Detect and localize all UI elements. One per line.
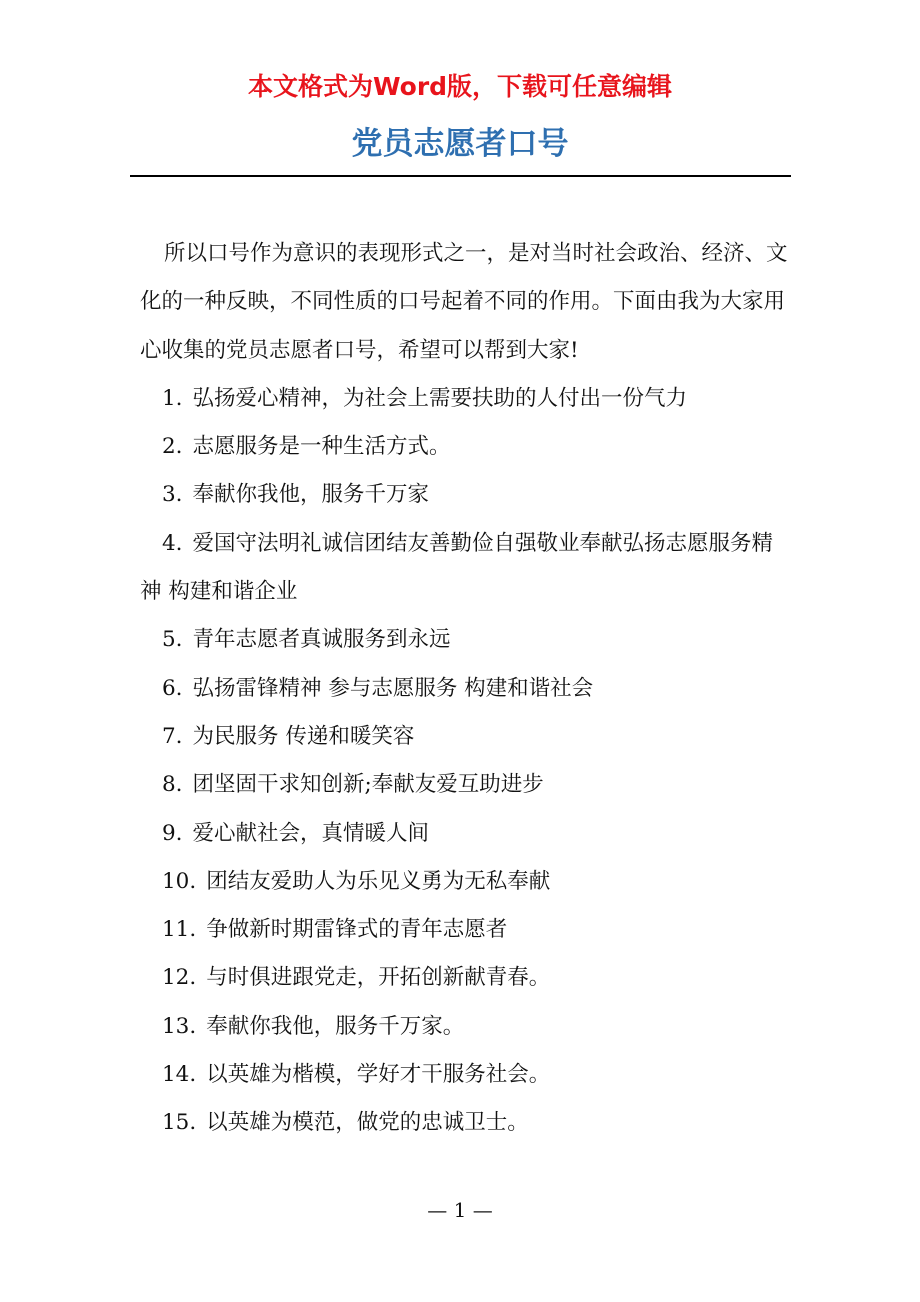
intro-paragraph: 所以口号作为意识的表现形式之一，是对当时社会政治、经济、文化的一种反映，不同性质的口号起着不同的作用。下面由我为大家用心收集的党员志愿者口号，希望可以帮到大家!: [140, 241, 788, 363]
slogan-text: 奉献你我他，服务千万家: [192, 482, 430, 508]
slogan-text: 爱国守法明礼诚信团结友善勤俭自强敬业奉献弘扬志愿服务精神 构建和谐企业: [140, 530, 774, 605]
page-number: — 1 —: [427, 1198, 493, 1222]
slogan-number: 15.: [162, 1110, 197, 1136]
slogan-number: 8.: [162, 772, 183, 798]
slogan-text: 青年志愿者真诚服务到永远: [192, 627, 451, 653]
document-body: [140, 230, 790, 1148]
slogan-text: 争做新时期雷锋式的青年志愿者: [206, 917, 508, 943]
slogan-item: [140, 906, 790, 954]
slogan-list: [140, 375, 790, 1148]
slogan-item: [140, 520, 790, 617]
slogan-text: 与时俱进跟党走，开拓创新献青春。: [206, 965, 551, 991]
slogan-number: 5.: [162, 627, 183, 653]
slogan-number: 2.: [162, 434, 183, 460]
slogan-text: 志愿服务是一种生活方式。: [192, 434, 451, 460]
slogan-item: [140, 761, 790, 809]
format-notice-banner: 本文格式为Word版，下载可任意编辑: [247, 72, 673, 101]
slogan-number: 4.: [162, 530, 183, 556]
slogan-text: 弘扬雷锋精神 参与志愿服务 构建和谐社会: [192, 675, 594, 701]
slogan-item: [140, 1099, 790, 1147]
slogan-item: [140, 713, 790, 761]
document-title: 党员志愿者口号: [351, 126, 569, 162]
slogan-item: [140, 1051, 790, 1099]
slogan-text: 奉献你我他，服务千万家。: [206, 1013, 465, 1039]
slogan-number: 9.: [162, 820, 183, 846]
slogan-text: 以英雄为模范，做党的忠诚卫士。: [206, 1110, 529, 1136]
slogan-number: 7.: [162, 723, 183, 749]
title-divider: [130, 175, 791, 177]
slogan-number: 3.: [162, 482, 183, 508]
slogan-item: [140, 810, 790, 858]
slogan-text: 团结友爱助人为乐见义勇为无私奉献: [206, 868, 551, 894]
slogan-item: [140, 375, 790, 423]
slogan-item: [140, 471, 790, 519]
slogan-number: 13.: [162, 1013, 197, 1039]
slogan-item: [140, 954, 790, 1002]
slogan-item: [140, 1003, 790, 1051]
slogan-number: 10.: [162, 868, 197, 894]
slogan-text: 团坚固干求知创新;奉献友爱互助进步: [192, 772, 544, 798]
slogan-text: 弘扬爱心精神，为社会上需要扶助的人付出一份气力: [192, 385, 688, 411]
slogan-number: 1.: [162, 385, 183, 411]
slogan-number: 14.: [162, 1062, 197, 1088]
slogan-number: 11.: [162, 917, 197, 943]
slogan-number: 12.: [162, 965, 197, 991]
slogan-item: [140, 665, 790, 713]
slogan-item: [140, 616, 790, 664]
slogan-text: 爱心献社会，真情暖人间: [192, 820, 430, 846]
slogan-text: 以英雄为楷模，学好才干服务社会。: [206, 1062, 551, 1088]
slogan-item: [140, 858, 790, 906]
slogan-number: 6.: [162, 675, 183, 701]
slogan-text: 为民服务 传递和暖笑容: [192, 723, 415, 749]
slogan-item: [140, 423, 790, 471]
